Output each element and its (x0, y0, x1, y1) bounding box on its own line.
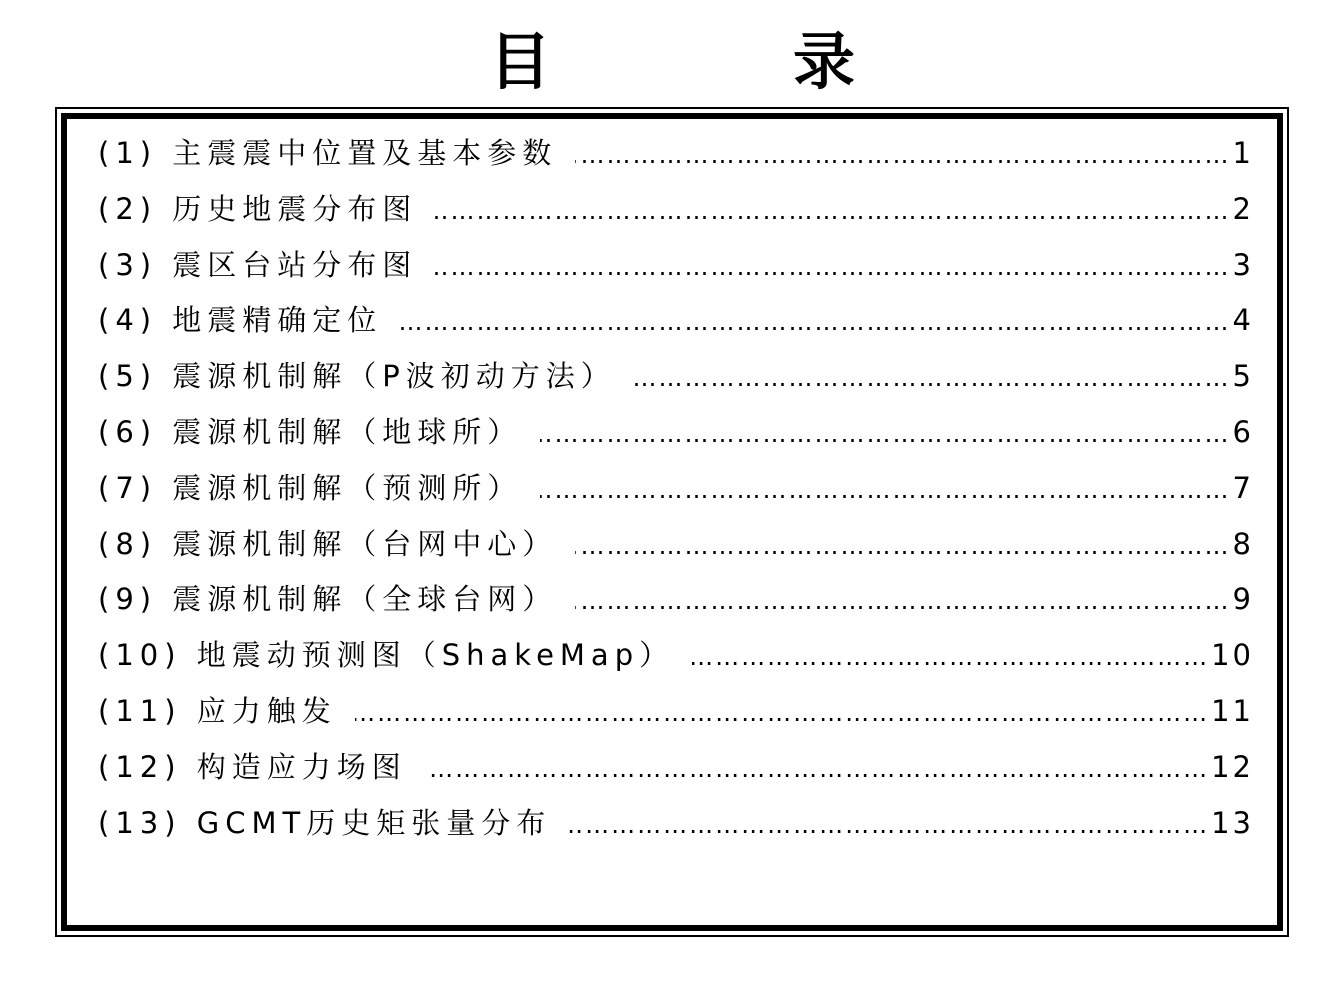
dot-leader (425, 742, 1209, 798)
toc-page-number: 3 (1232, 247, 1254, 282)
toc-entry-5[interactable] (98, 349, 1254, 405)
dot-leader (569, 798, 1209, 854)
toc-entry-1[interactable] (98, 126, 1254, 182)
toc-entry-6[interactable] (98, 405, 1254, 461)
dot-leader (575, 519, 1230, 575)
dot-leader (540, 463, 1230, 519)
toc-entry-3[interactable] (98, 238, 1254, 294)
toc-entry-2[interactable] (98, 182, 1254, 238)
toc-page-number: 11 (1211, 693, 1254, 728)
toc-entry-label: (7) 震源机制解（预测所） (98, 470, 523, 505)
toc-entry-11[interactable] (98, 684, 1254, 740)
dot-leader (435, 240, 1230, 296)
dot-leader (634, 351, 1231, 407)
dot-leader (692, 630, 1209, 686)
toc-entry-label: (1) 主震震中位置及基本参数 (98, 136, 558, 170)
toc-page-number: 10 (1211, 638, 1254, 673)
table-of-contents (98, 126, 1254, 851)
toc-entry-label: (11) 应力触发 (98, 693, 337, 728)
toc-page-number: 12 (1211, 749, 1254, 784)
toc-page-number: 5 (1232, 359, 1254, 394)
toc-entry-label: (2) 历史地震分布图 (98, 191, 418, 226)
toc-entry-label: (10) 地震动预测图（ShakeMap） (98, 638, 675, 673)
dot-leader (355, 686, 1209, 742)
toc-entry-10[interactable] (98, 628, 1254, 684)
dot-leader (575, 574, 1230, 630)
toc-entry-label: (13) GCMT历史矩张量分布 (98, 805, 552, 840)
toc-page-number: 6 (1232, 414, 1254, 449)
dot-leader (400, 295, 1230, 351)
toc-entry-4[interactable] (98, 293, 1254, 349)
toc-entry-12[interactable] (98, 740, 1254, 796)
toc-page-number: 9 (1232, 582, 1254, 617)
dot-leader (540, 407, 1230, 463)
toc-entry-label: (3) 震区台站分布图 (98, 247, 418, 282)
toc-entry-8[interactable] (98, 517, 1254, 573)
toc-page-number: 2 (1232, 191, 1254, 226)
page-title: 目 录 (488, 25, 945, 98)
toc-entry-label: (8) 震源机制解（台网中心） (98, 526, 558, 561)
toc-entry-label: (5) 震源机制解（P波初动方法） (98, 359, 616, 394)
toc-page-number: 7 (1232, 470, 1254, 505)
toc-entry-label: (9) 震源机制解（全球台网） (98, 582, 558, 617)
toc-page-number: 13 (1211, 805, 1254, 840)
toc-entry-7[interactable] (98, 461, 1254, 517)
toc-page-number: 1 (1232, 136, 1254, 170)
toc-entry-13[interactable] (98, 796, 1254, 852)
toc-entry-label: (6) 震源机制解（地球所） (98, 414, 523, 449)
dot-leader (575, 128, 1230, 184)
toc-entry-9[interactable] (98, 572, 1254, 628)
toc-entry-label: (4) 地震精确定位 (98, 303, 383, 338)
toc-page-number: 8 (1232, 526, 1254, 561)
toc-page-number: 4 (1232, 303, 1254, 338)
dot-leader (435, 184, 1230, 240)
toc-entry-label: (12) 构造应力场图 (98, 749, 407, 784)
